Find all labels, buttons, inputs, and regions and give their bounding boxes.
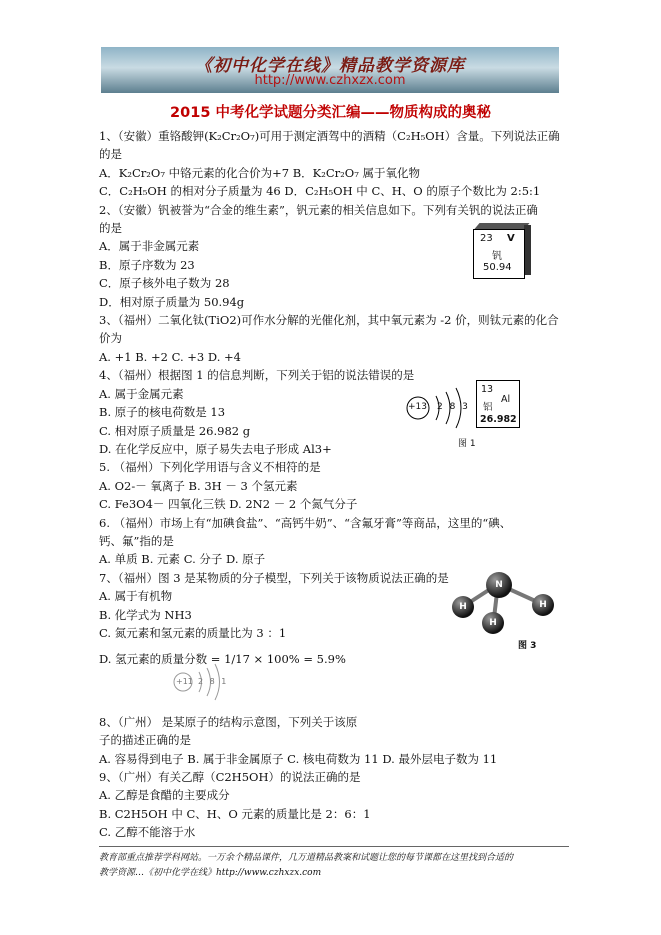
banner-title: 《初中化学在线》精品教学资源库 [195, 56, 465, 76]
element-symbol: V [507, 233, 515, 244]
card-face [473, 229, 525, 279]
atomic-number: 13 [481, 384, 494, 395]
aluminum-figure [402, 378, 562, 448]
ammonia-molecule-figure [450, 568, 562, 656]
footer-line: 教学资源…《初中化学在线》http://www.czhxzx.com [99, 868, 322, 878]
text-line: B. 原子的核电荷数是 13 [99, 405, 226, 420]
text-line: 的是 [99, 147, 122, 162]
aluminum-element-card [476, 380, 520, 428]
text-line: 8、（广州） 是某原子的结构示意图，下列关于该原 [99, 714, 358, 729]
text-line: A. O2-－ 氧离子 B. 3H － 3 个氢元素 [99, 478, 298, 493]
text-line: 价为 [99, 331, 122, 346]
text-line: C．原子核外电子数为 28 [99, 276, 230, 291]
hydrogen-atom: H [482, 612, 504, 634]
nucleus-charge: +11 [176, 677, 193, 686]
hydrogen-atom: H [452, 596, 474, 618]
text-line: B. 化学式为 NH3 [99, 607, 192, 622]
text-line: C. 相对原子质量是 26.982 g [99, 423, 251, 438]
atomic-mass: 50.94 [483, 262, 512, 273]
text-line: 3、（福州）二氧化钛(TiO2)可作水分解的光催化剂，其中氧元素为 -2 价，则钛元素的化合 [99, 313, 559, 328]
atomic-mass: 26.982 [480, 414, 517, 425]
atomic-number: 23 [480, 233, 493, 244]
text-line: 9、（广州）有关乙醇（C2H5OH）的说法正确的是 [99, 770, 361, 784]
hydrogen-atom: H [532, 594, 554, 616]
document-title: 2015 中考化学试题分类汇编——物质构成的奥秘 [170, 105, 491, 121]
text-line: D. 在化学反应中，原子易失去电子形成 Al3+ [99, 441, 332, 456]
electron-shells: 2 8 3 [437, 402, 470, 412]
text-line: B. C2H5OH 中 C、H、O 元素的质量比是 2：6：1 [99, 806, 371, 821]
text-line: A. 容易得到电子 B. 属于非金属原子 C. 核电荷数为 11 D. 最外层电子数为 11 [99, 751, 498, 766]
footer-line: 教育部重点推荐学科网站。一万余个精品课件，几万道精品教案和试题让您的每节课都在这里找到合适的 [99, 853, 514, 863]
text-line: C. 氮元素和氢元素的质量比为 3 ：1 [99, 625, 287, 640]
text-line: 5. （福州）下列化学用语与含义不相符的是 [99, 460, 321, 475]
card-side-shade [524, 225, 531, 275]
text-line: 钙、氟”指的是 [99, 533, 174, 548]
text-line: A. 乙醇是食醋的主要成分 [99, 788, 230, 803]
header-banner [101, 47, 559, 93]
text-line: 4、（福州）根据图 1 的信息判断，下列关于铝的说法错误的是 [99, 368, 415, 383]
text-line: 子的描述正确的是 [99, 733, 191, 748]
electron-shells: 2 8 1 [198, 677, 229, 686]
nitrogen-atom: N [486, 572, 512, 598]
text-line: A. 单质 B. 元素 C. 分子 D. 原子 [99, 552, 266, 567]
banner-url[interactable]: http://www.czhxzx.com [254, 73, 406, 88]
text-line: A．属于非金属元素 [99, 239, 200, 254]
text-line: C. 乙醇不能溶于水 [99, 825, 196, 840]
page-footer [99, 851, 569, 881]
element-name: 铝 [483, 402, 493, 413]
footer-divider [99, 846, 569, 847]
figure-caption: 图 1 [458, 439, 476, 449]
text-line: A. +1 B. +2 C. +3 D. +4 [99, 349, 241, 364]
nucleus-charge: +13 [408, 402, 427, 412]
text-line: C. Fe3O4－ 四氧化三铁 D. 2N2 － 2 个氮气分子 [99, 497, 358, 512]
text-line: 7、（福州）图 3 是某物质的分子模型，下列关于该物质说法正确的是 [99, 570, 449, 585]
text-line: 1、（安徽）重铬酸钾(K₂Cr₂O₇)可用于测定酒驾中的酒精（C₂H₅OH）含量。下列说法正确 [99, 129, 560, 143]
text-line: D. 氢元素的质量分数 = 1/17 × 100% = 5.9% [99, 652, 346, 667]
vanadium-element-card [473, 221, 533, 277]
element-name: 钒 [492, 251, 502, 262]
text-line: C．C₂H₅OH 的相对分子质量为 46 D．C₂H₅OH 中 C、H、O 的原子个数比为 2:5:1 [99, 184, 541, 199]
text-line: A．K₂Cr₂O₇ 中铬元素的化合价为+7 B．K₂Cr₂O₇ 属于氧化物 [99, 165, 420, 180]
text-line: A. 属于有机物 [99, 589, 173, 604]
sodium-atom-figure [172, 656, 232, 708]
text-line: D．相对原子质量为 50.94g [99, 294, 245, 309]
text-line: 2、（安徽）钒被誉为“合金的维生素”，钒元素的相关信息如下。下列有关钒的说法正确 [99, 202, 538, 217]
text-line: B．原子序数为 23 [99, 257, 195, 272]
figure-caption: 图 3 [518, 641, 537, 651]
text-line: 6. （福州）市场上有“加碘食盐”、“高钙牛奶”、“含氟牙膏”等商品，这里的“碘、 [99, 515, 512, 530]
text-line: 的是 [99, 221, 122, 236]
text-line: A. 属于金属元素 [99, 386, 184, 401]
element-symbol: Al [501, 394, 511, 405]
